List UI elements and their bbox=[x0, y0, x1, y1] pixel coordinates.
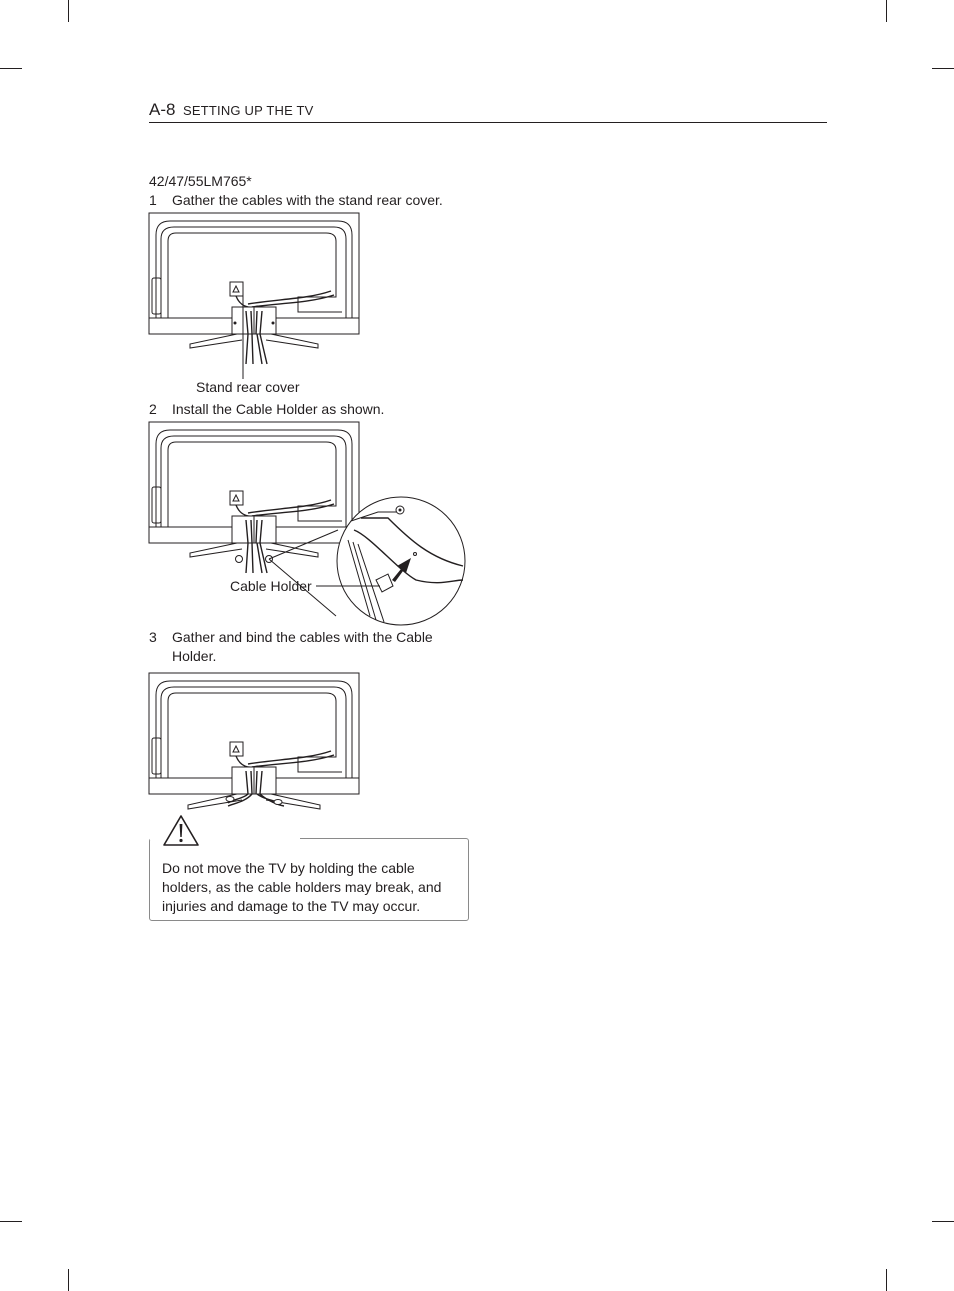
warning-triangle-icon bbox=[162, 814, 200, 847]
page-header bbox=[149, 100, 827, 123]
crop-mark bbox=[932, 68, 954, 69]
crop-mark bbox=[68, 1269, 69, 1291]
label-cable-holder: Cable Holder bbox=[230, 578, 312, 594]
figure-step-2 bbox=[148, 420, 468, 630]
figure-step-3 bbox=[148, 671, 363, 821]
label-stand-rear-cover: Stand rear cover bbox=[196, 379, 300, 395]
model-name: 42/47/55LM765* bbox=[149, 173, 252, 189]
crop-mark bbox=[0, 1221, 22, 1222]
caution-text: Do not move the TV by holding the cable holders, as the cable holders may break, and injuries and damage to the TV may occur. bbox=[162, 860, 442, 914]
crop-mark bbox=[886, 1269, 887, 1291]
step-1-text: Gather the cables with the stand rear cover. bbox=[172, 192, 443, 208]
step-3-number: 3 bbox=[149, 629, 157, 645]
step-2-text: Install the Cable Holder as shown. bbox=[172, 401, 385, 417]
step-1-number: 1 bbox=[149, 192, 157, 208]
page-number: A-8 bbox=[149, 100, 176, 119]
crop-mark bbox=[0, 68, 22, 69]
section-title: SETTING UP THE TV bbox=[183, 103, 314, 118]
crop-mark bbox=[68, 0, 69, 22]
crop-mark bbox=[886, 0, 887, 22]
crop-mark bbox=[932, 1221, 954, 1222]
step-2-number: 2 bbox=[149, 401, 157, 417]
step-3-text: Gather and bind the cables with the Cable Holder. bbox=[172, 629, 433, 664]
figure-step-1 bbox=[148, 211, 363, 371]
